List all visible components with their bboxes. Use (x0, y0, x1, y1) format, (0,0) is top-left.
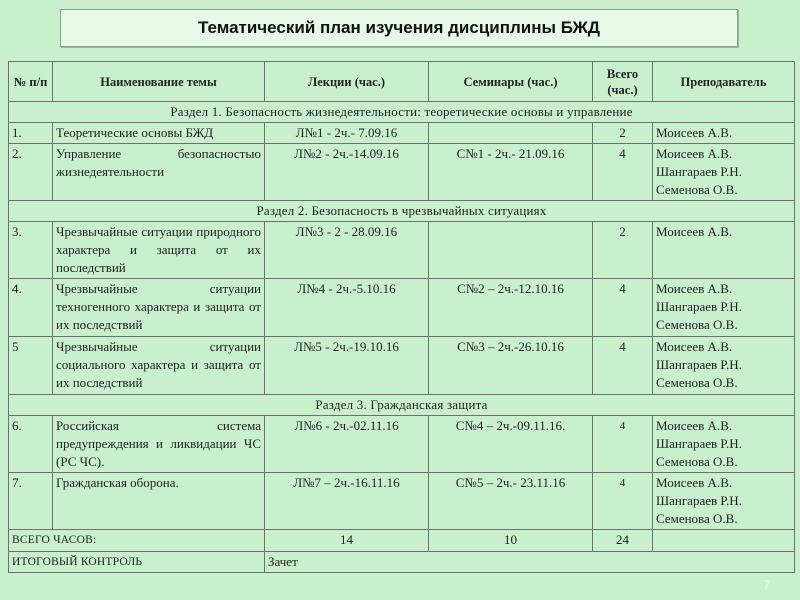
teacher-name: Моисеев А.В. (656, 475, 733, 490)
lecture-cell: Л№5 - 2ч.-19.10.16 (265, 337, 429, 395)
topic-name: Чрезвычайные ситуации природного характера и защита от их последствий (53, 222, 265, 279)
teacher-cell (653, 279, 795, 337)
teacher-name: Семенова О.В. (656, 375, 738, 390)
totals-total: 24 (593, 530, 653, 552)
seminar-cell: С№4 – 2ч.-09.11.16. (429, 416, 593, 473)
section-row (9, 395, 795, 416)
control-row (9, 552, 795, 573)
header-total: Всего (час.) (593, 62, 653, 102)
control-label: ИТОГОВЫЙ КОНТРОЛЬ (9, 552, 265, 573)
totals-lectures: 14 (265, 530, 429, 552)
header-num: № п/п (9, 62, 53, 102)
section-row (9, 201, 795, 222)
lecture-cell: Л№4 - 2ч.-5.10.16 (265, 279, 429, 337)
teacher-name: Моисеев А.В. (656, 339, 733, 354)
row-num: 7. (9, 473, 53, 530)
teacher-name: Шангараев Р.Н. (656, 436, 742, 451)
seminar-cell: С№5 – 2ч.- 23.11.16 (429, 473, 593, 530)
header-seminars: Семинары (час.) (429, 62, 593, 102)
row-num: 3. (9, 222, 53, 279)
total-cell: 4 (593, 337, 653, 395)
header-lectures: Лекции (час.) (265, 62, 429, 102)
teacher-cell (653, 473, 795, 530)
teacher-name: Семенова О.В. (656, 317, 738, 332)
total-cell: 4 (593, 473, 653, 530)
teacher-name: Моисеев А.В. (656, 125, 733, 140)
teacher-name: Семенова О.В. (656, 454, 738, 469)
teacher-name: Моисеев А.В. (656, 224, 733, 239)
table-row (9, 416, 795, 473)
section-title-2: Раздел 2. Безопасность в чрезвычайных ситуациях (9, 201, 795, 222)
teacher-name: Моисеев А.В. (656, 418, 733, 433)
total-cell: 2 (593, 123, 653, 144)
lecture-cell: Л№6 - 2ч.-02.11.16 (265, 416, 429, 473)
lecture-cell: Л№1 - 2ч.- 7.09.16 (265, 123, 429, 144)
seminar-cell: С№2 – 2ч.-12.10.16 (429, 279, 593, 337)
teacher-name: Шангараев Р.Н. (656, 299, 742, 314)
row-num: 1. (9, 123, 53, 144)
row-num: 5 (9, 337, 53, 395)
section-row (9, 102, 795, 123)
topic-name: Чрезвычайные ситуации социального характера и защита от их последствий (53, 337, 265, 395)
teacher-name: Семенова О.В. (656, 511, 738, 526)
row-num: 4. (9, 279, 53, 337)
topic-name: Теоретические основы БЖД (53, 123, 265, 144)
total-cell: 4 (593, 144, 653, 201)
section-title-3: Раздел 3. Гражданская защита (9, 395, 795, 416)
page-number: 7 (763, 578, 770, 592)
table-row (9, 123, 795, 144)
table-row (9, 473, 795, 530)
table-row (9, 337, 795, 395)
teacher-cell (653, 144, 795, 201)
control-value: Зачет (265, 552, 795, 573)
lecture-cell: Л№7 – 2ч.-16.11.16 (265, 473, 429, 530)
section-title-1: Раздел 1. Безопасность жизнедеятельности: теоретические основы и управление (9, 102, 795, 123)
totals-empty (653, 530, 795, 552)
seminar-cell (429, 222, 593, 279)
topic-name: Гражданская оборона. (53, 473, 265, 530)
total-cell: 2 (593, 222, 653, 279)
table-row (9, 222, 795, 279)
seminar-cell: С№3 – 2ч.-26.10.16 (429, 337, 593, 395)
teacher-name: Моисеев А.В. (656, 146, 733, 161)
teacher-name: Семенова О.В. (656, 182, 738, 197)
lecture-cell: Л№3 - 2 - 28.09.16 (265, 222, 429, 279)
total-cell: 4 (593, 416, 653, 473)
row-num: 6. (9, 416, 53, 473)
totals-row (9, 530, 795, 552)
teacher-name: Шангараев Р.Н. (656, 357, 742, 372)
teacher-name: Шангараев Р.Н. (656, 493, 742, 508)
lecture-cell: Л№2 - 2ч.-14.09.16 (265, 144, 429, 201)
teacher-cell (653, 337, 795, 395)
header-teacher: Преподаватель (653, 62, 795, 102)
seminar-cell (429, 123, 593, 144)
topic-name: Чрезвычайные ситуации техногенного характера и защита от их последствий (53, 279, 265, 337)
row-num: 2. (9, 144, 53, 201)
table-row (9, 144, 795, 201)
table-header-row (9, 62, 795, 102)
header-name: Наименование темы (53, 62, 265, 102)
total-cell: 4 (593, 279, 653, 337)
topic-name: Управление безопасностью жизнедеятельности (53, 144, 265, 201)
totals-seminars: 10 (429, 530, 593, 552)
teacher-cell (653, 123, 795, 144)
topic-name: Российская система предупреждения и ликвидации ЧС (РС ЧС). (53, 416, 265, 473)
seminar-cell: С№1 - 2ч.- 21.09.16 (429, 144, 593, 201)
teacher-name: Моисеев А.В. (656, 281, 733, 296)
thematic-plan-table (8, 61, 795, 573)
slide-title: Тематический план изучения дисциплины БЖД (60, 9, 738, 47)
totals-label: ВСЕГО ЧАСОВ: (9, 530, 265, 552)
teacher-name: Шангараев Р.Н. (656, 164, 742, 179)
teacher-cell (653, 416, 795, 473)
table-row (9, 279, 795, 337)
teacher-cell (653, 222, 795, 279)
